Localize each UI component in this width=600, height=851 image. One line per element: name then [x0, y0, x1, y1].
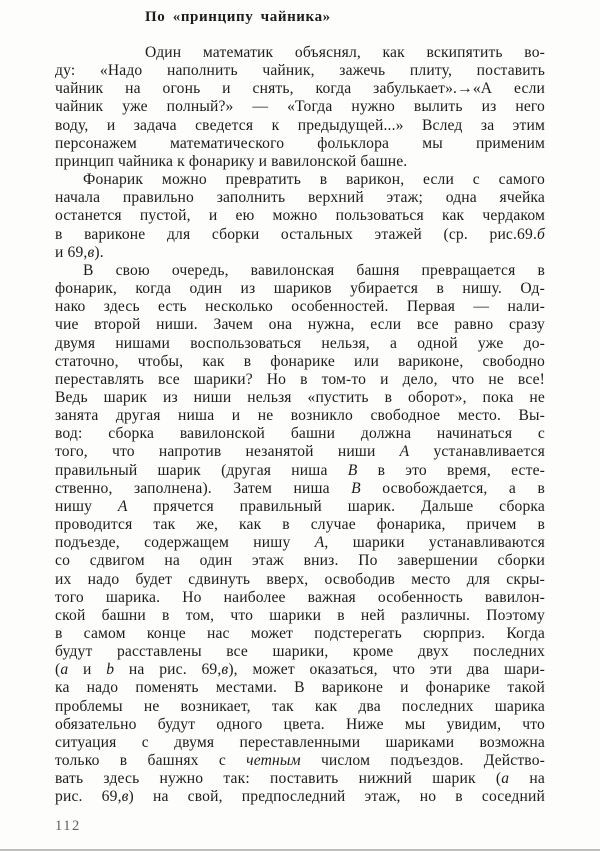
text-line — [55, 425, 545, 443]
text-line — [55, 552, 545, 570]
text-line — [55, 189, 545, 207]
text-segment: фонарик, когда один из шариков убирается в нишу. Од- — [55, 280, 545, 298]
text-segment: ду: «Надо наполнить чайник, зажечь плиту, поставить — [55, 62, 545, 80]
text-line — [55, 679, 545, 697]
text-line — [55, 480, 545, 498]
text-segment: чие второй ниши. Зачем она нужна, если все равно сразу — [55, 316, 545, 334]
text-segment: вод: сборка вавилонской башни должна начинаться с — [55, 425, 545, 443]
text-segment: в вариконе для сборки остальных этажей (ср. рис.69. — [55, 225, 537, 243]
text-line — [55, 389, 545, 407]
text-segment: чайник уже полный?» — «Тогда нужно вылить из него — [55, 98, 545, 116]
text-segment: ). — [94, 243, 104, 261]
text-segment: двумя нишами воспользоваться нельзя, а одной уже до- — [55, 334, 545, 352]
text-segment: ственно, заполнена). Затем ниша — [55, 479, 352, 497]
text-segment: со сдвигом на один этаж вниз. По завершении сборки — [55, 552, 545, 570]
text-line — [55, 316, 545, 334]
text-segment: ( — [55, 661, 61, 679]
text-line — [55, 625, 545, 643]
text-segment: подъезде, содержащем нишу — [55, 534, 315, 552]
text-line — [55, 661, 545, 679]
text-line — [55, 698, 545, 716]
text-segment: в самом конце нас может подстерегать сюрприз. Когда — [55, 625, 545, 642]
text-line — [55, 752, 545, 770]
text-line — [55, 516, 545, 534]
text-line — [55, 244, 545, 262]
italic-text-segment: В — [347, 461, 358, 479]
italic-text-segment: в — [221, 661, 229, 679]
text-line — [55, 262, 545, 280]
text-line — [55, 335, 545, 353]
text-segment: и 69, — [55, 243, 88, 261]
text-segment: ) на свой, предпоследний этаж, но в соседний — [128, 788, 545, 806]
text-line — [55, 788, 545, 806]
text-segment: проблемы не возникает, так как два последних шарика — [55, 697, 545, 715]
text-segment: В свою очередь, вавилонская башня превращается в — [83, 261, 545, 279]
text-line — [55, 98, 545, 116]
text-segment: освобождается, а в — [360, 479, 545, 497]
text-segment: персонажем математического фольклора мы применим — [55, 134, 545, 152]
text-segment: вать здесь нужно так: поставить нижний шарик ( — [55, 770, 502, 788]
text-segment: числом подъездов. Действо- — [300, 752, 545, 770]
text-segment: Ведь шарик из ниши нельзя «пустить в оборот», пока не — [55, 388, 545, 406]
text-line — [55, 62, 545, 80]
text-line — [55, 589, 545, 607]
text-line — [55, 135, 545, 153]
text-segment: будут расставлены все шарики, кроме двух последних — [55, 643, 545, 661]
text-line — [55, 171, 545, 189]
text-segment: проводится так же, как в случае фонарика, причем в — [55, 516, 545, 534]
text-segment: прячется правильный шарик. Дальше сборка — [127, 497, 545, 515]
text-line — [55, 280, 545, 298]
text-segment: их надо будет сдвинуть вверх, освободив место для скры- — [55, 570, 545, 588]
text-line — [55, 207, 545, 225]
text-segment: , шарики устанавливаются — [324, 534, 545, 552]
text-segment: того шарика. Но наиболее важная особенность вавилон- — [55, 588, 545, 606]
text-line — [55, 770, 545, 788]
text-segment: в это время, есте- — [357, 461, 545, 479]
text-segment: на рис. 69, — [114, 661, 222, 679]
text-line — [55, 298, 545, 316]
text-segment: переставлять все шарики? Но в том-то и дело, что не все! — [55, 370, 545, 388]
italic-text-segment: а — [60, 661, 69, 679]
text-line — [55, 498, 545, 516]
text-segment: чайник на огонь и снять, когда забулькает».→«А если — [55, 80, 545, 98]
text-segment: статочно, чтобы, как в фонарике или вариконе, свободно — [55, 352, 545, 370]
text-segment: ка надо поменять местами. В вариконе и фонарике такой — [55, 679, 545, 697]
text-segment: Один математик объяснял, как вскипятить во- — [145, 44, 545, 61]
text-segment: ), может оказаться, что эти два шари- — [228, 661, 546, 679]
text-segment: останется пустой, и ею можно пользоваться как чердаком — [55, 207, 545, 225]
text-segment: на — [509, 770, 545, 788]
page-number: 112 — [55, 818, 81, 834]
text-line — [55, 117, 545, 135]
text-line — [55, 643, 545, 661]
text-segment: ситуация с двумя переставленными шариками возможна — [55, 733, 545, 751]
text-line — [55, 44, 545, 62]
text-line — [55, 226, 545, 244]
italic-text-segment: а — [501, 770, 510, 788]
text-segment: того, что напротив незанятой ниши — [55, 443, 400, 461]
text-line — [55, 153, 545, 171]
text-segment: обязательно будут одного цвета. Ниже мы увидим, что — [55, 715, 545, 733]
text-line — [55, 353, 545, 371]
text-line — [55, 607, 545, 625]
text-segment: воду, и задача сведется к предыдущей...» Вслед за этим — [55, 116, 545, 134]
italic-text-segment: b — [106, 661, 115, 679]
text-line — [55, 443, 545, 461]
text-segment: устанавливается — [409, 443, 546, 461]
italic-text-segment: А — [314, 534, 325, 552]
text-segment: только в башнях с — [55, 752, 247, 770]
text-segment: нако здесь есть несколько особенностей. Первая — нали- — [55, 298, 545, 316]
italic-text-segment: в — [121, 788, 129, 806]
text-segment: правильный шарик (другая ниша — [55, 461, 348, 479]
text-segment: занята другая ниша и не возникло свободное место. Вы- — [55, 407, 545, 425]
text-line — [55, 716, 545, 734]
text-line — [55, 734, 545, 752]
text-line — [55, 80, 545, 98]
text-line — [55, 534, 545, 552]
italic-text-segment: в — [87, 243, 95, 261]
text-line — [55, 571, 545, 589]
text-segment: нишу — [55, 497, 118, 515]
italic-text-segment: А — [117, 497, 128, 515]
italic-text-segment: четным — [246, 752, 301, 770]
text-line — [55, 371, 545, 389]
text-segment: и — [68, 661, 107, 679]
text-segment: ской башни в том, что шарики в ней различны. Поэтому — [55, 606, 545, 624]
text-segment: начала правильно заполнить верхний этаж; одна ячейка — [55, 189, 545, 207]
text-segment: Фонарик можно превратить в варикон, если с самого — [83, 171, 545, 189]
italic-text-segment: В — [351, 479, 361, 497]
text-segment: принцип чайника к фонарику и вавилонской башне. — [55, 152, 408, 170]
section-title: По «принципу чайника» — [145, 9, 331, 25]
italic-text-segment: А — [399, 443, 410, 461]
text-line — [55, 462, 545, 480]
page-body — [55, 44, 545, 807]
italic-text-segment: б — [537, 225, 545, 243]
text-segment: рис. 69, — [55, 788, 122, 806]
text-line — [55, 407, 545, 425]
